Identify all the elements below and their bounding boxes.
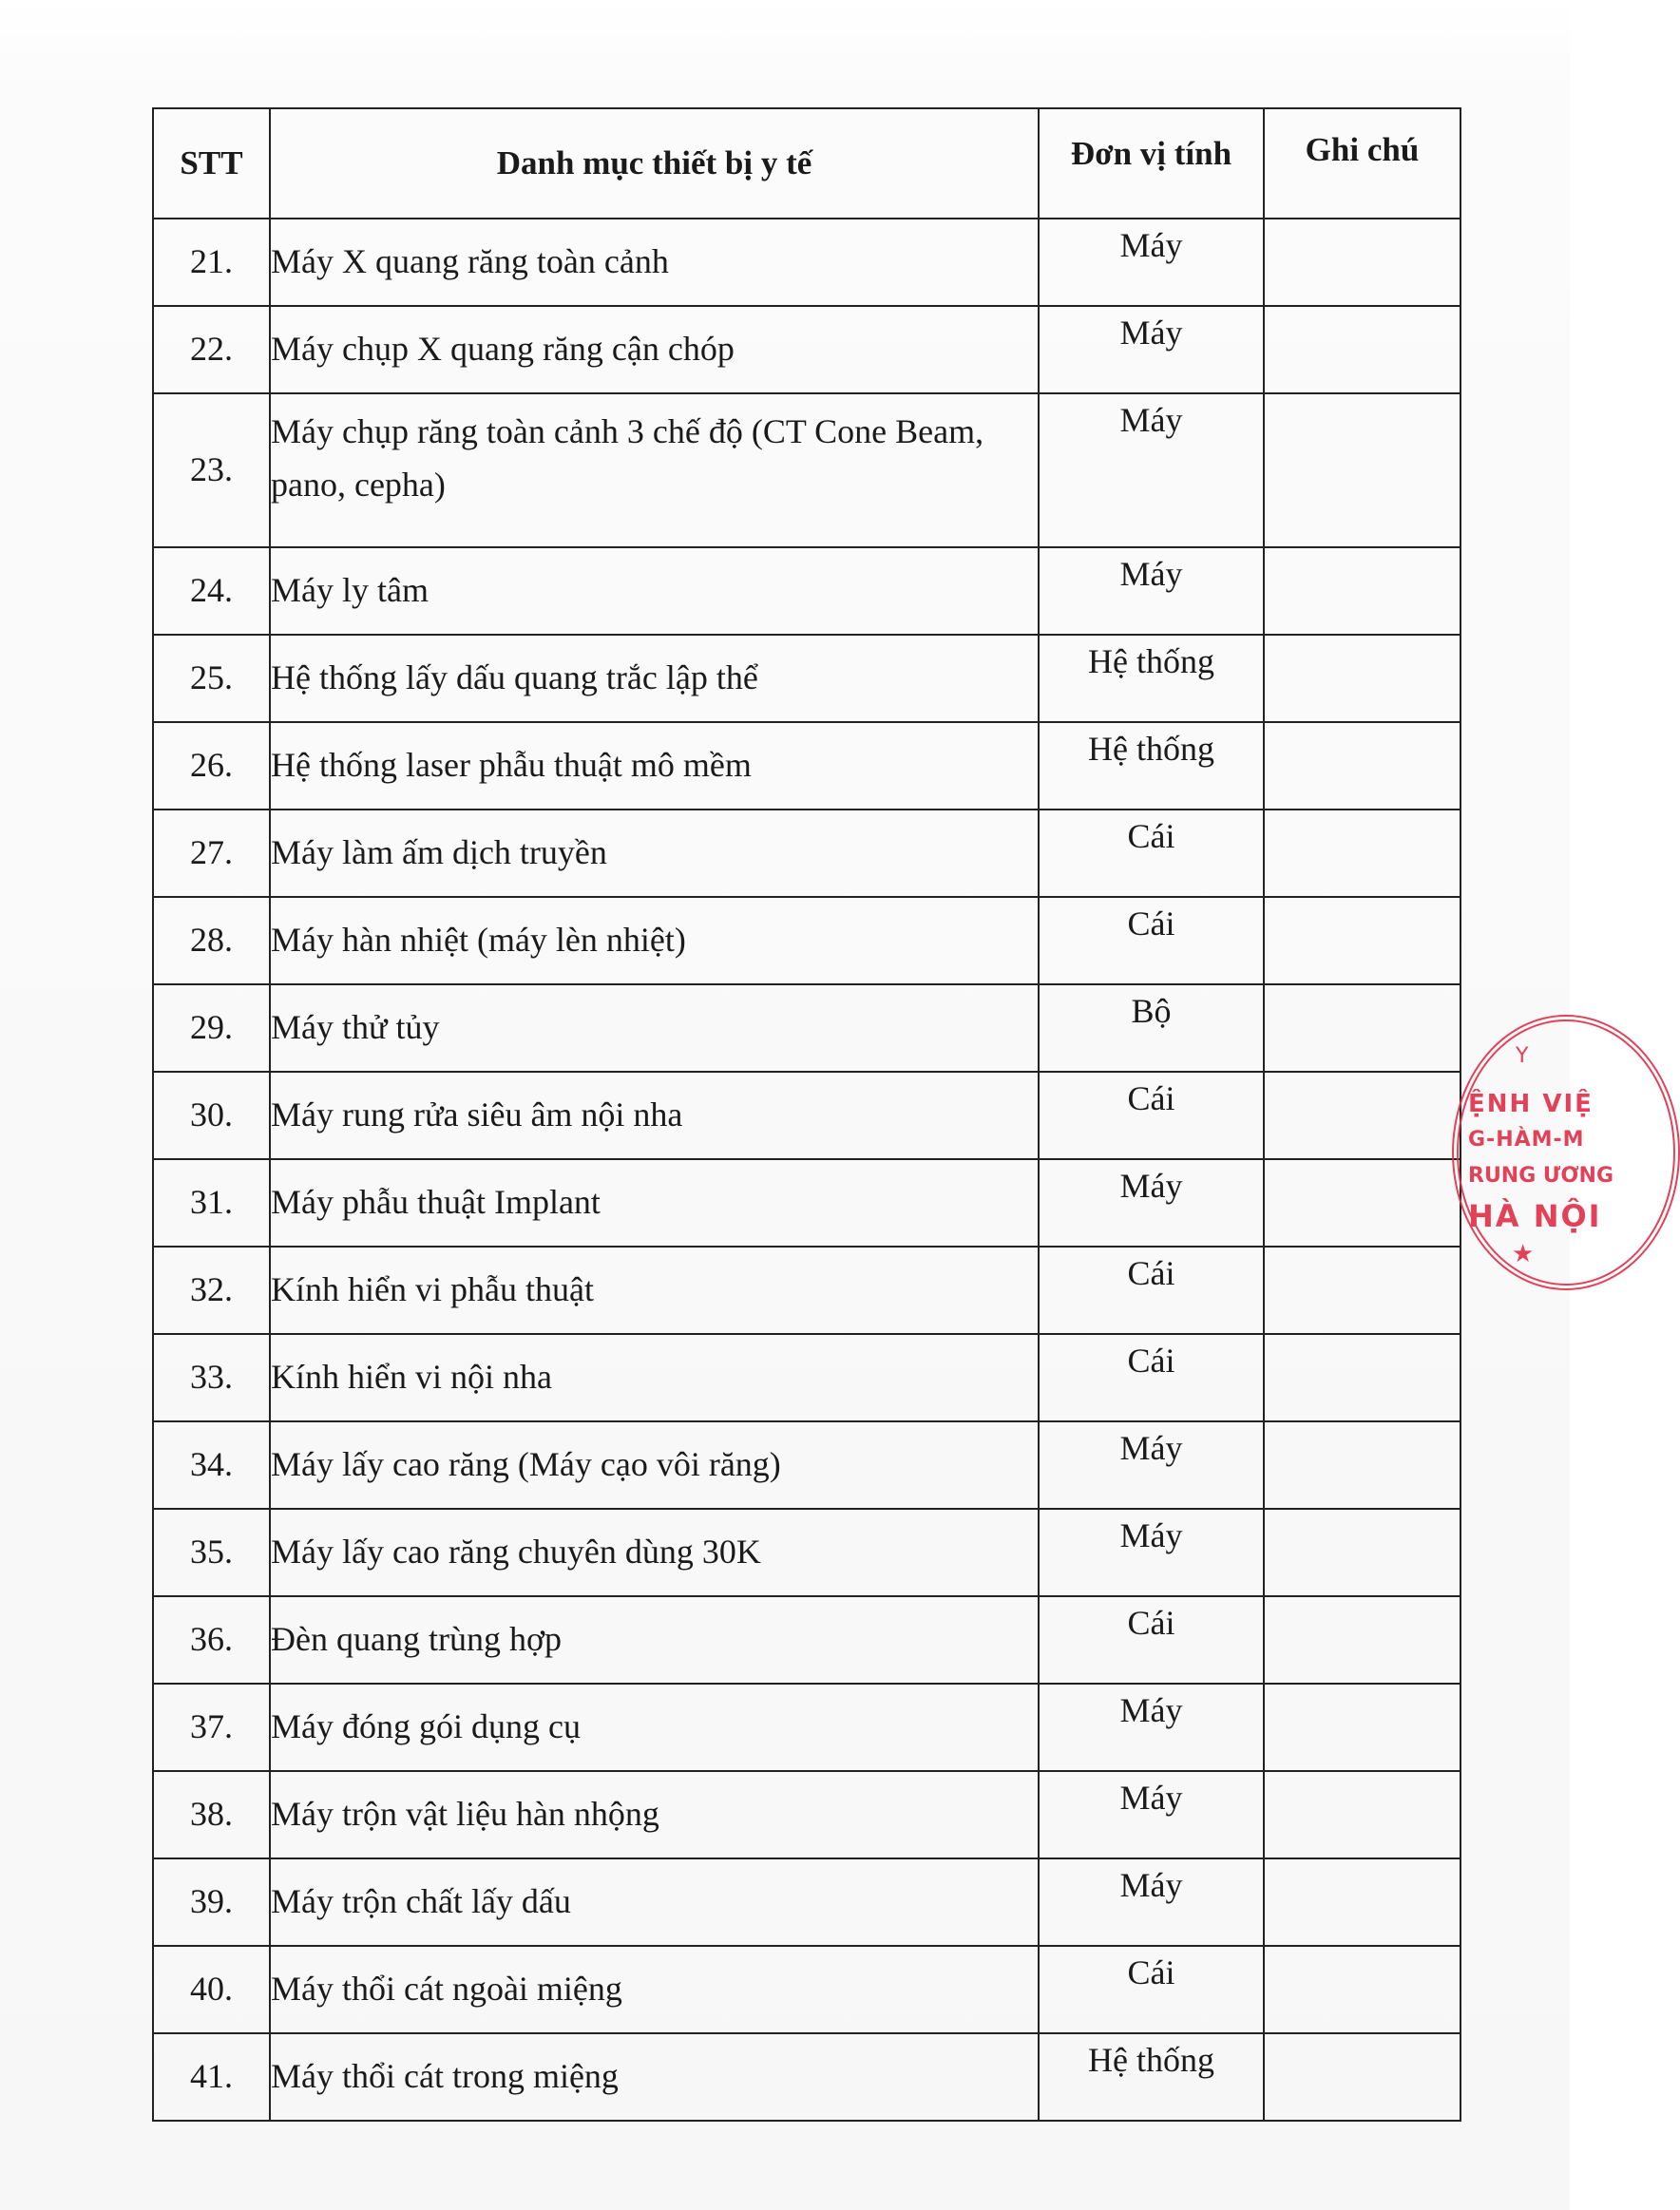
equipment-table [152,107,1461,2122]
row-note [1264,1072,1460,1159]
seal-text-line-4: HÀ NỘI [1468,1198,1602,1234]
row-note [1264,547,1460,635]
table-header-row [153,108,1460,219]
table-row [153,1334,1460,1421]
row-note [1264,1684,1460,1771]
row-name: Máy trộn chất lấy dấu [270,1858,1039,1946]
row-name: Máy trộn vật liệu hàn nhộng [270,1771,1039,1858]
row-stt: 29. [153,984,270,1072]
table-row [153,1771,1460,1858]
row-stt: 31. [153,1159,270,1247]
row-name: Máy thử tủy [270,984,1039,1072]
row-stt: 28. [153,897,270,984]
row-stt: 24. [153,547,270,635]
row-name: Kính hiển vi phẫu thuật [270,1247,1039,1334]
row-note [1264,810,1460,897]
row-unit: Máy [1039,1509,1264,1596]
row-name: Hệ thống laser phẫu thuật mô mềm [270,722,1039,810]
row-stt: 36. [153,1596,270,1684]
row-name: Máy ly tâm [270,547,1039,635]
row-stt: 38. [153,1771,270,1858]
row-stt: 35. [153,1509,270,1596]
row-unit: Cái [1039,1946,1264,2033]
row-unit: Máy [1039,219,1264,306]
row-unit: Bộ [1039,984,1264,1072]
row-unit: Cái [1039,1596,1264,1684]
row-stt: 32. [153,1247,270,1334]
table-row [153,1159,1460,1247]
row-stt: 30. [153,1072,270,1159]
row-unit: Cái [1039,1247,1264,1334]
row-note [1264,1858,1460,1946]
row-note [1264,635,1460,722]
row-name: Máy lấy cao răng chuyên dùng 30K [270,1509,1039,1596]
row-unit: Máy [1039,1421,1264,1509]
row-stt: 25. [153,635,270,722]
row-name: Máy lấy cao răng (Máy cạo vôi răng) [270,1421,1039,1509]
row-note [1264,393,1460,547]
row-stt: 22. [153,306,270,393]
row-note [1264,219,1460,306]
row-unit: Hệ thống [1039,722,1264,810]
header-name: Danh mục thiết bị y tế [270,108,1039,219]
header-note: Ghi chú [1264,108,1460,219]
row-note [1264,1946,1460,2033]
row-note [1264,2033,1460,2121]
seal-top-mark: Y [1516,1044,1529,1068]
row-unit: Cái [1039,1334,1264,1421]
table-row [153,219,1460,306]
row-stt: 40. [153,1946,270,2033]
row-stt: 33. [153,1334,270,1421]
table-row [153,1684,1460,1771]
table-row [153,984,1460,1072]
row-unit: Hệ thống [1039,2033,1264,2121]
table-row [153,1946,1460,2033]
row-stt: 26. [153,722,270,810]
row-unit: Máy [1039,1159,1264,1247]
row-name: Đèn quang trùng hợp [270,1596,1039,1684]
table-row [153,1858,1460,1946]
row-note [1264,722,1460,810]
seal-star-icon: ★ [1512,1240,1535,1268]
row-unit: Hệ thống [1039,635,1264,722]
row-note [1264,1334,1460,1421]
row-name: Máy chụp răng toàn cảnh 3 chế độ (CT Cone Beam, pano, cepha) [270,393,1039,547]
table-row [153,1072,1460,1159]
row-stt: 39. [153,1858,270,1946]
table-row [153,1247,1460,1334]
table-row [153,1596,1460,1684]
official-seal-stamp [1452,1015,1680,1290]
row-name: Máy thổi cát trong miệng [270,2033,1039,2121]
seal-text-line-3: RUNG ƯƠNG [1468,1164,1614,1188]
row-note [1264,1421,1460,1509]
row-note [1264,897,1460,984]
row-name: Máy X quang răng toàn cảnh [270,219,1039,306]
row-name: Máy làm ấm dịch truyền [270,810,1039,897]
row-unit: Máy [1039,393,1264,547]
row-name: Máy thổi cát ngoài miệng [270,1946,1039,2033]
row-note [1264,984,1460,1072]
table-row [153,2033,1460,2121]
header-unit: Đơn vị tính [1039,108,1264,219]
row-stt: 21. [153,219,270,306]
row-name: Máy đóng gói dụng cụ [270,1684,1039,1771]
row-stt: 41. [153,2033,270,2121]
table-row [153,810,1460,897]
table-row [153,547,1460,635]
row-unit: Cái [1039,897,1264,984]
table-row [153,306,1460,393]
table-row [153,1421,1460,1509]
table-row [153,897,1460,984]
row-note [1264,1159,1460,1247]
row-name: Máy chụp X quang răng cận chóp [270,306,1039,393]
row-unit: Máy [1039,306,1264,393]
row-name: Máy hàn nhiệt (máy lèn nhiệt) [270,897,1039,984]
row-stt: 34. [153,1421,270,1509]
row-unit: Máy [1039,547,1264,635]
table-row [153,635,1460,722]
row-note [1264,1771,1460,1858]
row-stt: 27. [153,810,270,897]
row-name: Hệ thống lấy dấu quang trắc lập thể [270,635,1039,722]
seal-text-line-1: ỆNH VIỆ [1468,1090,1594,1118]
row-name: Máy rung rửa siêu âm nội nha [270,1072,1039,1159]
row-unit: Cái [1039,810,1264,897]
row-name: Kính hiển vi nội nha [270,1334,1039,1421]
row-note [1264,1596,1460,1684]
table-row [153,393,1460,547]
row-unit: Máy [1039,1771,1264,1858]
row-stt: 23. [153,393,270,547]
row-unit: Máy [1039,1684,1264,1771]
table-row [153,722,1460,810]
table-row [153,1509,1460,1596]
row-note [1264,1247,1460,1334]
row-note [1264,306,1460,393]
row-name: Máy phẫu thuật Implant [270,1159,1039,1247]
row-note [1264,1509,1460,1596]
header-stt: STT [153,108,270,219]
seal-text-line-2: G-HÀM-M [1468,1128,1585,1152]
row-unit: Cái [1039,1072,1264,1159]
row-stt: 37. [153,1684,270,1771]
row-unit: Máy [1039,1858,1264,1946]
